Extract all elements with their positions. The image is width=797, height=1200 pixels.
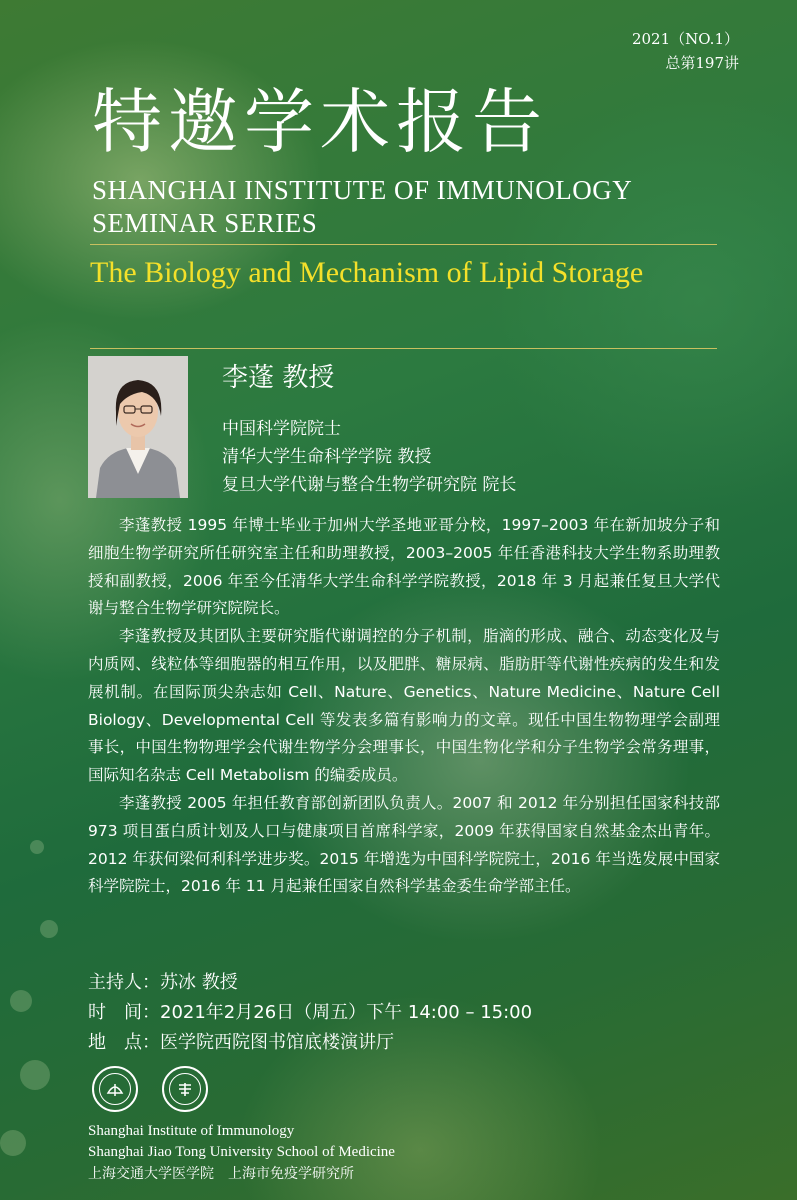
footer-cn: 上海交通大学医学院 上海市免疫学研究所 xyxy=(88,1166,354,1182)
speaker-name: 李蓬 教授 xyxy=(222,363,335,393)
speaker-bio xyxy=(88,512,720,901)
time-value: 2021年2月26日（周五）下午 14:00 – 15:00 xyxy=(160,1002,533,1023)
page-title: 特邀学术报告 xyxy=(92,81,548,163)
host-label: 主持人： xyxy=(88,972,160,993)
footer-institute-en: Shanghai Institute of Immunology xyxy=(88,1123,295,1139)
sjtu-medicine-seal-icon xyxy=(92,1066,138,1112)
bio-paragraph: 李蓬教授 2005 年担任教育部创新团队负责人。2007 和 2012 年分别担任国家科技部 973 项目蛋白质计划及人口与健康项目首席科学家，2009 年获得国家自然基金杰出青年。2012 年获何梁何利科学进步奖。2015 年增选为中国科学院院士，2016 年当选发展中国家科学院院士，2016 年 11 月起兼任国家自然科学基金委生命学部主任。 xyxy=(88,793,720,896)
seal-inner-ring xyxy=(169,1073,201,1105)
time-label: 时 间： xyxy=(88,1002,160,1023)
divider xyxy=(90,244,717,245)
issue-number: 2021（NO.1） xyxy=(631,30,739,48)
speaker-affiliation: 复旦大学代谢与整合生物学研究院 院长 xyxy=(222,475,517,495)
time-row xyxy=(88,998,532,1028)
host-value: 苏冰 教授 xyxy=(160,972,238,993)
place-row xyxy=(88,1028,394,1058)
series-title-line1: SHANGHAI INSTITUTE OF IMMUNOLOGY xyxy=(92,175,633,205)
speaker-affiliation: 中国科学院院士 xyxy=(222,419,341,439)
background-bubble xyxy=(40,920,58,938)
speaker-affiliation: 清华大学生命科学学院 教授 xyxy=(222,447,432,467)
talk-title: The Biology and Mechanism of Lipid Storage xyxy=(90,256,644,289)
place-value: 医学院西院图书馆底楼演讲厅 xyxy=(160,1032,394,1053)
issue-total: 总第197讲 xyxy=(665,54,739,72)
background-bubble xyxy=(20,1060,50,1090)
footer-school-en: Shanghai Jiao Tong University School of Medicine xyxy=(88,1144,395,1160)
divider xyxy=(90,348,717,349)
seal-inner-ring xyxy=(99,1073,131,1105)
bio-paragraph: 李蓬教授及其团队主要研究脂代谢调控的分子机制，脂滴的形成、融合、动态变化及与内质网、线粒体等细胞器的相互作用，以及肥胖、糖尿病、脂肪肝等代谢性疾病的发生和发展机制。在国际顶尖杂志如 Cell、Nature、Genetics、Nature Medicine、Nature Cell Biology、Developmental Cell 等发表多篇有影响力的文章。现任中国生物物理学会副理事长，中国生物物理学会代谢生物学分会理事长，中国生物化学和分子生物学会常务理事，国际知名杂志 Cell Metabolism 的编委成员。 xyxy=(88,627,720,785)
series-title xyxy=(92,174,732,240)
place-label: 地 点： xyxy=(88,1032,160,1053)
background-bubble xyxy=(30,840,44,854)
bio-paragraph: 李蓬教授 1995 年博士毕业于加州大学圣地亚哥分校，1997–2003 年在新加坡分子和细胞生物学研究所任研究室主任和助理教授，2003–2005 年任香港科技大学生物系助理教授和副教授，2006 年至今任清华大学生命科学学院教授，2018 年 3 月起兼任复旦大学代谢与整合生物学研究院院长。 xyxy=(88,516,720,618)
background-bubble xyxy=(0,1130,26,1156)
background-bubble xyxy=(10,990,32,1012)
series-title-line2: SEMINAR SERIES xyxy=(92,208,318,238)
host-row xyxy=(88,968,238,998)
immunology-institute-seal-icon xyxy=(162,1066,208,1112)
speaker-photo xyxy=(88,356,188,498)
